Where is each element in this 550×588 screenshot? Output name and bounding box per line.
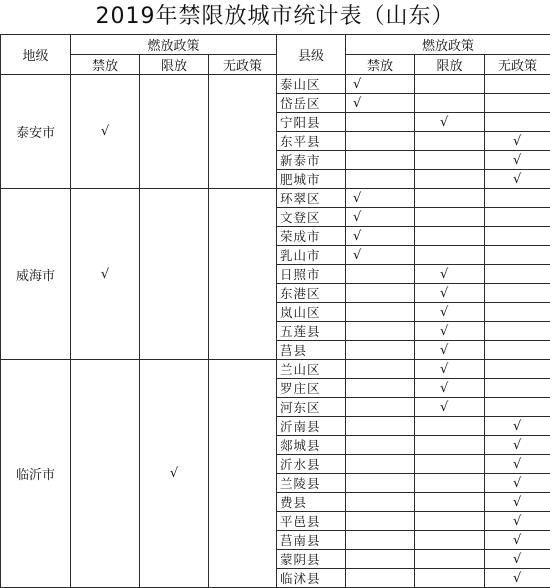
check-mark-icon: √: [353, 77, 361, 92]
county-none-cell: [485, 94, 550, 113]
county-name-cell: 莒南县: [277, 531, 346, 550]
county-ban-cell: [346, 474, 415, 493]
city-ban-cell: [71, 189, 140, 360]
county-name-cell: 罗庄区: [277, 379, 346, 398]
county-ban-cell: [346, 512, 415, 531]
city-none-cell: [209, 75, 277, 189]
county-none-cell: [485, 265, 550, 284]
check-mark-icon: √: [440, 267, 448, 282]
county-ban-cell: [346, 113, 415, 132]
county-name-cell: 岱岳区: [277, 94, 346, 113]
county-none-cell: [485, 284, 550, 303]
county-limit-cell: [415, 151, 485, 170]
county-none-cell: [485, 303, 550, 322]
header-none-city: 无政策: [209, 55, 277, 75]
check-mark-icon: √: [440, 343, 448, 358]
county-limit-cell: [415, 322, 485, 341]
county-ban-cell: [346, 94, 415, 113]
check-mark-icon: √: [513, 172, 521, 187]
county-name-cell: 兰陵县: [277, 474, 346, 493]
county-limit-cell: [415, 417, 485, 436]
check-mark-icon: √: [513, 552, 521, 567]
county-ban-cell: [346, 360, 415, 379]
county-name-cell: 环翠区: [277, 189, 346, 208]
table-row: [1, 360, 550, 379]
county-none-cell: [485, 208, 550, 227]
county-limit-cell: [415, 550, 485, 569]
county-name-cell: 肥城市: [277, 170, 346, 189]
county-none-cell: [485, 493, 550, 512]
county-name-cell: 兰山区: [277, 360, 346, 379]
header-ban-city: 禁放: [71, 55, 140, 75]
county-none-cell: [485, 170, 550, 189]
city-name-cell: 威海市: [1, 189, 71, 360]
county-name-cell: 沂水县: [277, 455, 346, 474]
check-mark-icon: √: [513, 514, 521, 529]
check-mark-icon: √: [513, 438, 521, 453]
county-limit-cell: [415, 436, 485, 455]
county-limit-cell: [415, 246, 485, 265]
county-none-cell: [485, 132, 550, 151]
check-mark-icon: √: [440, 286, 448, 301]
header-ban-county: 禁放: [346, 55, 415, 75]
county-none-cell: [485, 531, 550, 550]
check-mark-icon: √: [353, 248, 361, 263]
county-none-cell: [485, 151, 550, 170]
county-limit-cell: [415, 170, 485, 189]
county-name-cell: 泰山区: [277, 75, 346, 94]
county-name-cell: 费县: [277, 493, 346, 512]
county-name-cell: 莒县: [277, 341, 346, 360]
county-none-cell: [485, 322, 550, 341]
check-mark-icon: √: [353, 229, 361, 244]
county-ban-cell: [346, 436, 415, 455]
check-mark-icon: √: [440, 362, 448, 377]
header-policy-group-county: 燃放政策: [346, 35, 550, 55]
county-ban-cell: [346, 569, 415, 588]
county-ban-cell: [346, 265, 415, 284]
county-ban-cell: [346, 132, 415, 151]
city-limit-cell: [140, 360, 209, 588]
county-limit-cell: [415, 569, 485, 588]
county-name-cell: 沂南县: [277, 417, 346, 436]
county-ban-cell: [346, 550, 415, 569]
check-mark-icon: √: [513, 457, 521, 472]
county-ban-cell: [346, 493, 415, 512]
city-none-cell: [209, 189, 277, 360]
header-row-2: [1, 55, 550, 75]
city-limit-cell: [140, 189, 209, 360]
county-ban-cell: [346, 208, 415, 227]
county-limit-cell: [415, 455, 485, 474]
check-mark-icon: √: [513, 533, 521, 548]
header-none-county: 无政策: [485, 55, 550, 75]
county-limit-cell: [415, 379, 485, 398]
check-mark-icon: √: [440, 305, 448, 320]
county-none-cell: [485, 189, 550, 208]
header-limit-county: 限放: [415, 55, 485, 75]
check-mark-icon: √: [513, 495, 521, 510]
header-county-level: 县级: [277, 35, 346, 75]
city-ban-cell: [71, 360, 140, 588]
city-ban-cell: [71, 75, 140, 189]
check-mark-icon: √: [440, 115, 448, 130]
county-limit-cell: [415, 303, 485, 322]
check-mark-icon: √: [440, 324, 448, 339]
county-limit-cell: [415, 132, 485, 151]
county-none-cell: [485, 379, 550, 398]
county-name-cell: 郯城县: [277, 436, 346, 455]
county-none-cell: [485, 436, 550, 455]
check-mark-icon: √: [170, 466, 178, 481]
county-none-cell: [485, 474, 550, 493]
county-limit-cell: [415, 531, 485, 550]
county-name-cell: 乳山市: [277, 246, 346, 265]
county-none-cell: [485, 455, 550, 474]
county-limit-cell: [415, 474, 485, 493]
county-name-cell: 岚山区: [277, 303, 346, 322]
header-city-level: 地级: [1, 35, 71, 75]
check-mark-icon: √: [353, 96, 361, 111]
county-none-cell: [485, 341, 550, 360]
check-mark-icon: √: [513, 571, 521, 586]
county-ban-cell: [346, 151, 415, 170]
county-name-cell: 文登区: [277, 208, 346, 227]
county-name-cell: 蒙阴县: [277, 550, 346, 569]
county-ban-cell: [346, 303, 415, 322]
county-none-cell: [485, 246, 550, 265]
county-name-cell: 荣成市: [277, 227, 346, 246]
county-ban-cell: [346, 322, 415, 341]
check-mark-icon: √: [353, 210, 361, 225]
city-limit-cell: [140, 75, 209, 189]
check-mark-icon: √: [513, 419, 521, 434]
county-name-cell: 东平县: [277, 132, 346, 151]
county-limit-cell: [415, 493, 485, 512]
county-none-cell: [485, 75, 550, 94]
check-mark-icon: √: [440, 400, 448, 415]
county-name-cell: 五莲县: [277, 322, 346, 341]
county-limit-cell: [415, 512, 485, 531]
county-name-cell: 河东区: [277, 398, 346, 417]
county-limit-cell: [415, 398, 485, 417]
check-mark-icon: √: [101, 267, 109, 282]
city-name-cell: 临沂市: [1, 360, 71, 588]
county-none-cell: [485, 569, 550, 588]
county-ban-cell: [346, 417, 415, 436]
county-limit-cell: [415, 113, 485, 132]
check-mark-icon: √: [101, 124, 109, 139]
county-limit-cell: [415, 284, 485, 303]
county-limit-cell: [415, 75, 485, 94]
county-name-cell: 平邑县: [277, 512, 346, 531]
county-ban-cell: [346, 398, 415, 417]
county-none-cell: [485, 360, 550, 379]
county-ban-cell: [346, 284, 415, 303]
header-policy-group-city: 燃放政策: [71, 35, 277, 55]
county-name-cell: 日照市: [277, 265, 346, 284]
county-limit-cell: [415, 94, 485, 113]
county-ban-cell: [346, 246, 415, 265]
county-ban-cell: [346, 341, 415, 360]
county-limit-cell: [415, 189, 485, 208]
county-limit-cell: [415, 227, 485, 246]
page-title: 2019年禁限放城市统计表（山东）: [0, 0, 550, 34]
county-name-cell: 临沭县: [277, 569, 346, 588]
county-ban-cell: [346, 531, 415, 550]
county-ban-cell: [346, 227, 415, 246]
county-name-cell: 新泰市: [277, 151, 346, 170]
policy-table: [0, 34, 550, 588]
check-mark-icon: √: [513, 134, 521, 149]
county-limit-cell: [415, 360, 485, 379]
check-mark-icon: √: [440, 381, 448, 396]
county-none-cell: [485, 227, 550, 246]
table-row: [1, 189, 550, 208]
county-name-cell: 宁阳县: [277, 113, 346, 132]
county-none-cell: [485, 512, 550, 531]
check-mark-icon: √: [513, 476, 521, 491]
county-ban-cell: [346, 379, 415, 398]
county-none-cell: [485, 113, 550, 132]
header-limit-city: 限放: [140, 55, 209, 75]
county-none-cell: [485, 417, 550, 436]
county-none-cell: [485, 398, 550, 417]
county-ban-cell: [346, 455, 415, 474]
city-none-cell: [209, 360, 277, 588]
county-limit-cell: [415, 208, 485, 227]
county-none-cell: [485, 550, 550, 569]
city-name-cell: 泰安市: [1, 75, 71, 189]
check-mark-icon: √: [353, 191, 361, 206]
county-ban-cell: [346, 75, 415, 94]
county-limit-cell: [415, 341, 485, 360]
header-row-1: [1, 35, 550, 55]
check-mark-icon: √: [513, 153, 521, 168]
county-ban-cell: [346, 189, 415, 208]
county-ban-cell: [346, 170, 415, 189]
county-name-cell: 东港区: [277, 284, 346, 303]
county-limit-cell: [415, 265, 485, 284]
table-row: [1, 75, 550, 94]
